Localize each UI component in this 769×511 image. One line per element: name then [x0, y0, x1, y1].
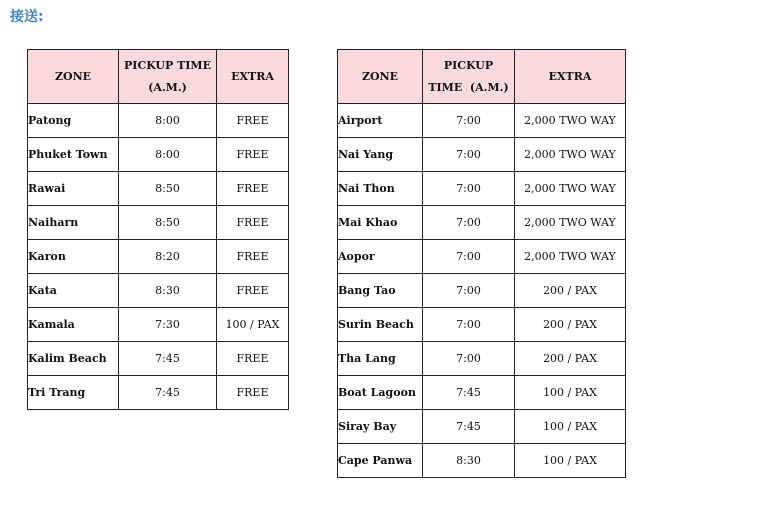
table-row: [338, 342, 626, 376]
time-cell: 7:45: [423, 376, 515, 410]
pickup-time-header: [423, 50, 515, 104]
extra-cell: 200 / PAX: [515, 274, 626, 308]
time-cell: 8:20: [119, 240, 217, 274]
extra-header: EXTRA: [515, 50, 626, 104]
time-cell: 7:00: [423, 274, 515, 308]
zone-cell: Airport: [338, 104, 423, 138]
extra-cell: 100 / PAX: [515, 376, 626, 410]
table-row: [338, 240, 626, 274]
extra-cell: 2,000 TWO WAY: [515, 240, 626, 274]
zone-cell: Nai Thon: [338, 172, 423, 206]
zone-cell: Surin Beach: [338, 308, 423, 342]
pickup-table-right: [337, 49, 626, 478]
table-header-row: [338, 50, 626, 104]
table-row: [28, 172, 289, 206]
time-cell: 7:00: [423, 342, 515, 376]
extra-cell: FREE: [217, 342, 289, 376]
table-row: [338, 308, 626, 342]
time-cell: 8:00: [119, 138, 217, 172]
table-row: [338, 274, 626, 308]
table-row: [28, 274, 289, 308]
zone-cell: Karon: [28, 240, 119, 274]
time-cell: 7:45: [119, 376, 217, 410]
table-row: [338, 444, 626, 478]
extra-cell: 200 / PAX: [515, 308, 626, 342]
table-header-row: [28, 50, 289, 104]
table-row: [338, 410, 626, 444]
zone-cell: Kata: [28, 274, 119, 308]
zone-cell: Nai Yang: [338, 138, 423, 172]
extra-header: EXTRA: [217, 50, 289, 104]
table-row: [338, 206, 626, 240]
zone-cell: Mai Khao: [338, 206, 423, 240]
time-cell: 7:00: [423, 240, 515, 274]
extra-cell: FREE: [217, 138, 289, 172]
extra-cell: FREE: [217, 376, 289, 410]
zone-cell: Phuket Town: [28, 138, 119, 172]
time-cell: 7:45: [423, 410, 515, 444]
extra-cell: FREE: [217, 104, 289, 138]
time-cell: 7:45: [119, 342, 217, 376]
extra-cell: FREE: [217, 206, 289, 240]
extra-cell: 100 / PAX: [217, 308, 289, 342]
extra-cell: FREE: [217, 274, 289, 308]
zone-cell: Aopor: [338, 240, 423, 274]
pickup-time-header-line2: TIME (A.M.): [428, 80, 509, 94]
pickup-time-header-line1: PICKUP TIME: [124, 58, 211, 72]
extra-cell: FREE: [217, 240, 289, 274]
zone-header: ZONE: [28, 50, 119, 104]
zone-cell: Rawai: [28, 172, 119, 206]
extra-cell: 200 / PAX: [515, 342, 626, 376]
time-cell: 8:00: [119, 104, 217, 138]
table-row: [28, 138, 289, 172]
zone-cell: Tri Trang: [28, 376, 119, 410]
time-cell: 7:30: [119, 308, 217, 342]
table-row: [338, 376, 626, 410]
pickup-time-header: [119, 50, 217, 104]
extra-cell: 2,000 TWO WAY: [515, 172, 626, 206]
table-row: [28, 308, 289, 342]
zone-cell: Bang Tao: [338, 274, 423, 308]
pickup-table-left: [27, 49, 289, 410]
time-cell: 7:00: [423, 104, 515, 138]
extra-cell: 2,000 TWO WAY: [515, 104, 626, 138]
zone-cell: Kalim Beach: [28, 342, 119, 376]
table-row: [338, 172, 626, 206]
zone-cell: Siray Bay: [338, 410, 423, 444]
time-cell: 7:00: [423, 308, 515, 342]
table-row: [28, 376, 289, 410]
left-table-body: [28, 104, 289, 410]
table-row: [28, 342, 289, 376]
table-row: [338, 104, 626, 138]
time-cell: 7:00: [423, 172, 515, 206]
extra-cell: FREE: [217, 172, 289, 206]
zone-cell: Kamala: [28, 308, 119, 342]
extra-cell: 100 / PAX: [515, 410, 626, 444]
extra-cell: 100 / PAX: [515, 444, 626, 478]
table-row: [28, 206, 289, 240]
pickup-time-header-line2: (A.M.): [148, 80, 187, 94]
extra-cell: 2,000 TWO WAY: [515, 138, 626, 172]
zone-cell: Naiharn: [28, 206, 119, 240]
zone-header: ZONE: [338, 50, 423, 104]
zone-cell: Boat Lagoon: [338, 376, 423, 410]
zone-cell: Cape Panwa: [338, 444, 423, 478]
zone-cell: Patong: [28, 104, 119, 138]
time-cell: 7:00: [423, 138, 515, 172]
page-heading: 接送:: [10, 9, 44, 25]
zone-cell: Tha Lang: [338, 342, 423, 376]
time-cell: 8:30: [423, 444, 515, 478]
table-row: [28, 104, 289, 138]
extra-cell: 2,000 TWO WAY: [515, 206, 626, 240]
table-row: [28, 240, 289, 274]
pickup-time-header-line1: PICKUP: [443, 58, 494, 72]
time-cell: 8:50: [119, 206, 217, 240]
time-cell: 8:50: [119, 172, 217, 206]
time-cell: 8:30: [119, 274, 217, 308]
time-cell: 7:00: [423, 206, 515, 240]
table-row: [338, 138, 626, 172]
right-table-body: [338, 104, 626, 478]
